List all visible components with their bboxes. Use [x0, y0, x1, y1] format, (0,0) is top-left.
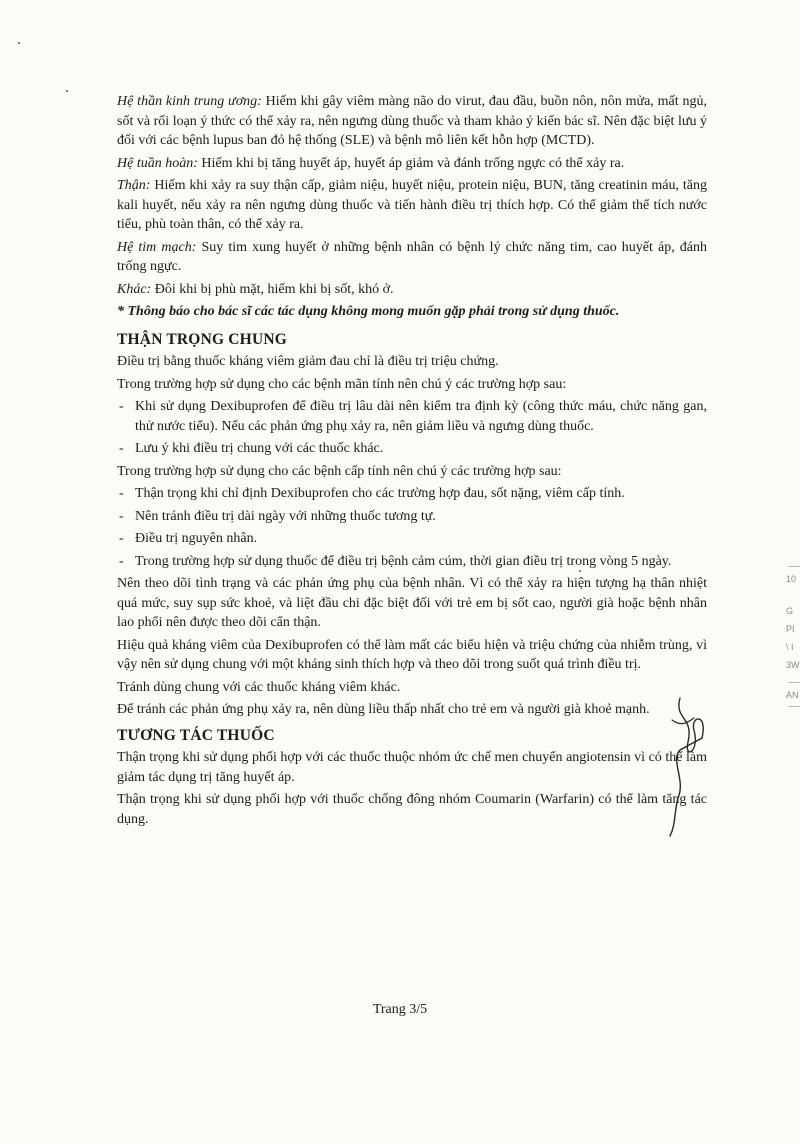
adverse-item-kidney: Thận: Hiếm khi xảy ra suy thận cấp, giảm niệu, huyết niệu, protein niệu, BUN, tăng creatinin máu, tăng kali huyết, nếu xảy ra nên ngưng dùng thuốc và tiến hành điều trị thích hợp. Có thể giảm thể tích nước tiểu, phù toàn thân, có thể xảy ra. — [117, 178, 707, 232]
edge-line — [788, 706, 800, 707]
adverse-effects-section — [117, 92, 707, 322]
list-item: - Nên tránh điều trị dài ngày với những thuốc tương tự. — [117, 507, 707, 527]
list-item: - Thận trọng khi chỉ định Dexibuprofen cho các trường hợp đau, sốt nặng, viêm cấp tính. — [117, 484, 707, 504]
edge-mark: 3W — [786, 660, 800, 670]
document-body — [117, 92, 707, 832]
edge-mark: AN — [786, 690, 799, 700]
precautions-heading: THẬN TRỌNG CHUNG — [117, 330, 287, 348]
acute-use-list — [117, 484, 707, 571]
precautions-paragraph: Tránh dùng chung với các thuốc kháng viêm khác. — [117, 679, 401, 695]
edge-mark: 10 — [786, 574, 797, 584]
edge-mark: G — [786, 606, 794, 616]
adverse-item-cardiovascular: Hệ tim mạch: Suy tim xung huyết ở những bệnh nhân có bệnh lý chức năng tim, cao huyết áp, đánh trống ngực. — [117, 239, 708, 274]
page-number: Trang 3/5 — [372, 1002, 428, 1017]
handwritten-signature — [650, 690, 710, 840]
interactions-section — [117, 726, 707, 830]
adverse-item-cns: Hệ thần kinh trung ương: Hiếm khi gây viêm màng não do virut, đau đầu, buồn nôn, nôn mửa, mất ngủ, sốt và rối loạn ý thức có thể xảy ra, nên ngưng dùng thuốc và tham khảo ý kiến bác sĩ. Nên đặc biệt lưu ý đối với các bệnh lupus ban đỏ hệ thống (SLE) và bệnh mô liên kết hỗn hợp (MCTD). — [117, 94, 707, 148]
interactions-paragraph: Thận trọng khi sử dụng phối hợp với thuốc chống đông nhóm Coumarin (Warfarin) có thể làm tăng tác dụng. — [117, 792, 707, 827]
edge-mark: PI — [786, 624, 795, 634]
precautions-paragraph: Nên theo dõi tình trạng và các phản ứng phụ của bệnh nhân. Vì có thể xảy ra hiện tượng hạ thân nhiệt quá mức, suy sụp sức khoẻ, và liệt đầu chi đặc biệt đối với trẻ em bị sốt cao, người già hoặc bệnh nhân lao phổi nên được theo dõi cẩn thận. — [117, 576, 707, 630]
list-item: - Khi sử dụng Dexibuprofen để điều trị lâu dài nên kiểm tra định kỳ (công thức máu, chức năng gan, thử nước tiểu). Nếu các phản ứng phụ xảy ra, nên giảm liều và ngưng dùng thuốc. — [117, 397, 707, 436]
list-item: - Trong trường hợp sử dụng thuốc để điều trị bệnh cảm cúm, thời gian điều trị trong vòng 5 ngày. — [117, 552, 707, 572]
edge-line — [788, 566, 800, 567]
precautions-paragraph: Trong trường hợp sử dụng cho các bệnh cấp tính nên chú ý các trường hợp sau: — [117, 463, 562, 479]
precautions-paragraph: Trong trường hợp sử dụng cho các bệnh mãn tính nên chú ý các trường hợp sau: — [117, 376, 567, 392]
precautions-paragraph: Để tránh các phản ứng phụ xảy ra, nên dùng liều thấp nhất cho trẻ em và người già khoẻ mạnh. — [117, 702, 650, 717]
adverse-item-circulatory: Hệ tuần hoàn: Hiếm khi bị tăng huyết áp, huyết áp giảm và đánh trống ngực có thể xảy ra. — [117, 155, 625, 171]
edge-line — [788, 682, 800, 683]
precautions-paragraph: Hiệu quả kháng viêm của Dexibuprofen có thể làm mất các biểu hiện và triệu chứng của nhiễm trùng, vì vậy nên sử dụng chung với một kháng sinh thích hợp và theo dõi trong suốt quá trình điều trị. — [117, 637, 707, 672]
scan-speck — [18, 42, 20, 44]
scan-speck — [66, 90, 68, 92]
interactions-paragraph: Thận trọng khi sử dụng phối hợp với các thuốc thuộc nhóm ức chế men chuyển angiotensin vì có thể làm giảm tác dụng trị tăng huyết áp. — [117, 750, 707, 785]
list-item: - Lưu ý khi điều trị chung với các thuốc khác. — [117, 439, 707, 459]
edge-mark: \ I — [786, 642, 794, 652]
interactions-heading: TƯƠNG TÁC THUỐC — [117, 726, 275, 744]
list-item: - Điều trị nguyên nhân. — [117, 529, 707, 549]
precautions-section — [117, 330, 707, 720]
precautions-paragraph: Điều trị bằng thuốc kháng viêm giảm đau chỉ là điều trị triệu chứng. — [117, 354, 499, 369]
adverse-item-other: Khác: Đôi khi bị phù mặt, hiếm khi bị sốt, khó ở. — [117, 281, 394, 297]
chronic-use-list — [117, 397, 707, 459]
adverse-warning-note: * Thông báo cho bác sĩ các tác dụng không mong muốn gặp phải trong sử dụng thuốc. — [117, 304, 620, 319]
